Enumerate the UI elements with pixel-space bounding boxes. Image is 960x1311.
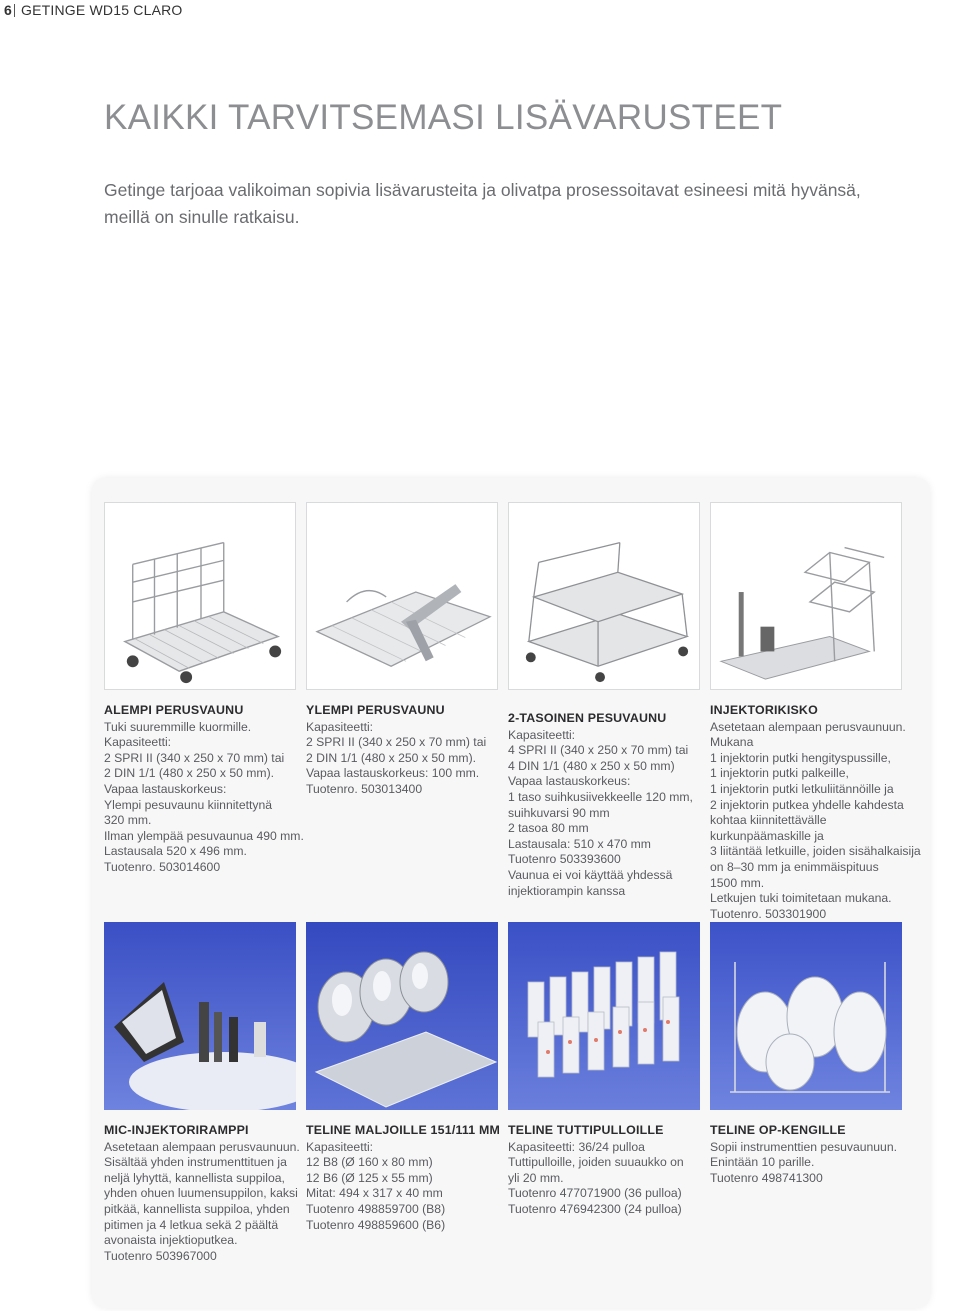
product-line: Vapaa lastauskorkeus:: [104, 781, 227, 796]
product-line: Sisältää yhden instrumenttituen ja: [104, 1155, 287, 1170]
product-line: Tuotenro 498859600 (B6): [306, 1217, 446, 1232]
product-title: ALEMPI PERUSVAUNU: [104, 703, 244, 717]
product-line: 3 liitäntää letkuille, joiden sisähalkaisija: [710, 844, 921, 859]
product-line: 2 tasoa 80 mm: [508, 821, 589, 836]
header-divider: [14, 4, 15, 17]
product-line: Tuotenro. 503014600: [104, 859, 221, 874]
product-line: Tuttipulloille, joiden suuaukko on: [508, 1155, 684, 1170]
product-title: TELINE MALJOILLE 151/111 MM: [306, 1123, 501, 1137]
product-photo-baby-bottle-rack: [508, 922, 700, 1110]
product-line: pitimen ja 4 letkua sekä 2 päältä: [104, 1217, 279, 1232]
product-line: 1 injektorin putki palkeille,: [710, 766, 849, 781]
product-line: Ilman ylempää pesuvaunua 490 mm.: [104, 828, 304, 843]
product-line: kurkunpäämaskille ja: [710, 828, 824, 843]
product-line: Kapasiteetti:: [306, 719, 374, 734]
product-line: Tuotenro. 503301900: [710, 906, 827, 921]
page-header: [0, 0, 960, 20]
product-line: Enintään 10 parille.: [710, 1155, 815, 1170]
product-line: Asetetaan alempaan perusvaunuun.: [710, 719, 906, 734]
product-line: injektiorampin kanssa: [508, 883, 626, 898]
product-line: 320 mm.: [104, 813, 152, 828]
product-mic-injector: [104, 1123, 316, 1264]
product-line: yli 20 mm.: [508, 1170, 564, 1185]
product-two-level-rack: [508, 711, 720, 899]
product-photo-bowl-rack: [306, 922, 498, 1110]
product-line: neljä lyhyttä, kannellista suppiloa,: [104, 1170, 285, 1185]
product-line: Mukana: [710, 735, 754, 750]
product-title: MIC-INJEKTORIRAMPPI: [104, 1123, 249, 1137]
product-line: Tuotenro 476942300 (24 pulloa): [508, 1201, 682, 1216]
product-title: INJEKTORIKISKO: [710, 703, 818, 717]
product-line: 1500 mm.: [710, 875, 765, 890]
bowl-rack-illustration: [306, 922, 498, 1110]
product-line: avonaista injektioputkea.: [104, 1233, 238, 1248]
product-photo-op-shoe-rack: [710, 922, 902, 1110]
product-photo-lower-rack: [104, 502, 296, 690]
product-title: 2-TASOINEN PESUVAUNU: [508, 711, 667, 725]
bottle-rack-illustration: [508, 922, 700, 1110]
product-line: 2 SPRI II (340 x 250 x 70 mm) tai: [104, 750, 285, 765]
product-line: Asetetaan alempaan perusvaunuun.: [104, 1139, 300, 1154]
product-line: Kapasiteetti: 36/24 pulloa: [508, 1139, 645, 1154]
product-line: on 8–30 mm ja enimmäispituus: [710, 859, 879, 874]
shoe-rack-illustration: [710, 922, 902, 1110]
product-photo-mic-injector: [104, 922, 296, 1110]
mic-injector-illustration: [104, 922, 296, 1110]
two-level-rack-illustration: [509, 503, 699, 689]
product-title: TELINE OP-KENGILLE: [710, 1123, 846, 1137]
injector-rail-illustration: [711, 503, 901, 689]
document-title: GETINGE WD15 CLARO: [21, 2, 183, 18]
product-line: 4 SPRI II (340 x 250 x 70 mm) tai: [508, 743, 689, 758]
product-line: 1 injektorin putki letkuliitännöille ja: [710, 781, 894, 796]
product-line: Vapaa lastauskorkeus: 100 mm.: [306, 766, 480, 781]
product-line: Mitat: 494 x 317 x 40 mm: [306, 1186, 443, 1201]
product-line: Vapaa lastauskorkeus:: [508, 774, 631, 789]
product-line: Tuotenro 477071900 (36 pulloa): [508, 1186, 682, 1201]
product-photo-injector-rail: [710, 502, 902, 690]
product-line: Lastausala 520 x 496 mm.: [104, 844, 247, 859]
product-line: Letkujen tuki toimitetaan mukana.: [710, 891, 892, 906]
product-line: 2 SPRI II (340 x 250 x 70 mm) tai: [306, 735, 487, 750]
intro-line: Getinge tarjoaa valikoiman sopivia lisävarusteita ja olivatpa prosessoitavat esineesi mitä hyvänsä,: [104, 180, 861, 200]
product-upper-rack: [306, 703, 518, 798]
product-line: 2 DIN 1/1 (480 x 250 x 50 mm).: [104, 766, 275, 781]
product-line: 1 taso suihkusiivekkeelle 120 mm,: [508, 789, 693, 804]
product-line: kohtaa kiinnitettävälle: [710, 813, 827, 828]
product-line: 2 injektorin putkea yhdelle kahdesta: [710, 797, 904, 812]
product-line: Kapasiteetti:: [104, 735, 172, 750]
upper-rack-illustration: [307, 503, 497, 689]
product-line: 4 DIN 1/1 (480 x 250 x 50 mm): [508, 758, 675, 773]
product-baby-bottle-rack: [508, 1123, 720, 1218]
product-line: Kapasiteetti:: [508, 727, 576, 742]
product-photo-upper-rack: [306, 502, 498, 690]
product-injector-rail: [710, 703, 922, 922]
product-title: YLEMPI PERUSVAUNU: [306, 703, 445, 717]
product-line: Vaunua ei voi käyttää yhdessä: [508, 867, 673, 882]
product-line: Tuki suuremmille kuormille.: [104, 719, 252, 734]
product-op-shoe-rack: [710, 1123, 922, 1186]
product-line: 12 B8 (Ø 160 x 80 mm): [306, 1155, 433, 1170]
wire-rack-illustration: [105, 503, 295, 689]
product-line: pitkää, kannellista suppiloa, yhden: [104, 1201, 290, 1216]
intro-paragraph: [104, 177, 894, 231]
product-line: Lastausala: 510 x 470 mm: [508, 836, 651, 851]
product-line: yhden ohuen luumensuppilon, kaksi: [104, 1186, 298, 1201]
product-line: Sopii instrumenttien pesuvaunuun.: [710, 1139, 897, 1154]
product-line: Tuotenro 503393600: [508, 852, 621, 867]
product-line: Kapasiteetti:: [306, 1139, 374, 1154]
product-photo-two-level-rack: [508, 502, 700, 690]
page-number: 6: [4, 2, 12, 18]
page-title: KAIKKI TARVITSEMASI LISÄVARUSTEET: [104, 98, 783, 137]
product-title: TELINE TUTTIPULLOILLE: [508, 1123, 664, 1137]
product-line: 1 injektorin putki hengityspussille,: [710, 750, 891, 765]
product-line: Tuotenro 503967000: [104, 1248, 217, 1263]
product-bowl-rack: [306, 1123, 518, 1233]
product-line: 12 B6 (Ø 125 x 55 mm): [306, 1170, 433, 1185]
intro-line: meillä on sinulle ratkaisu.: [104, 207, 300, 227]
product-line: Tuotenro 498741300: [710, 1170, 823, 1185]
product-line: suihkuvarsi 90 mm: [508, 805, 610, 820]
product-line: Ylempi pesuvaunu kiinnitettynä: [104, 797, 273, 812]
product-line: Tuotenro 498859700 (B8): [306, 1201, 446, 1216]
product-line: Tuotenro. 503013400: [306, 781, 423, 796]
product-lower-rack: [104, 703, 316, 876]
product-line: 2 DIN 1/1 (480 x 250 x 50 mm).: [306, 750, 477, 765]
